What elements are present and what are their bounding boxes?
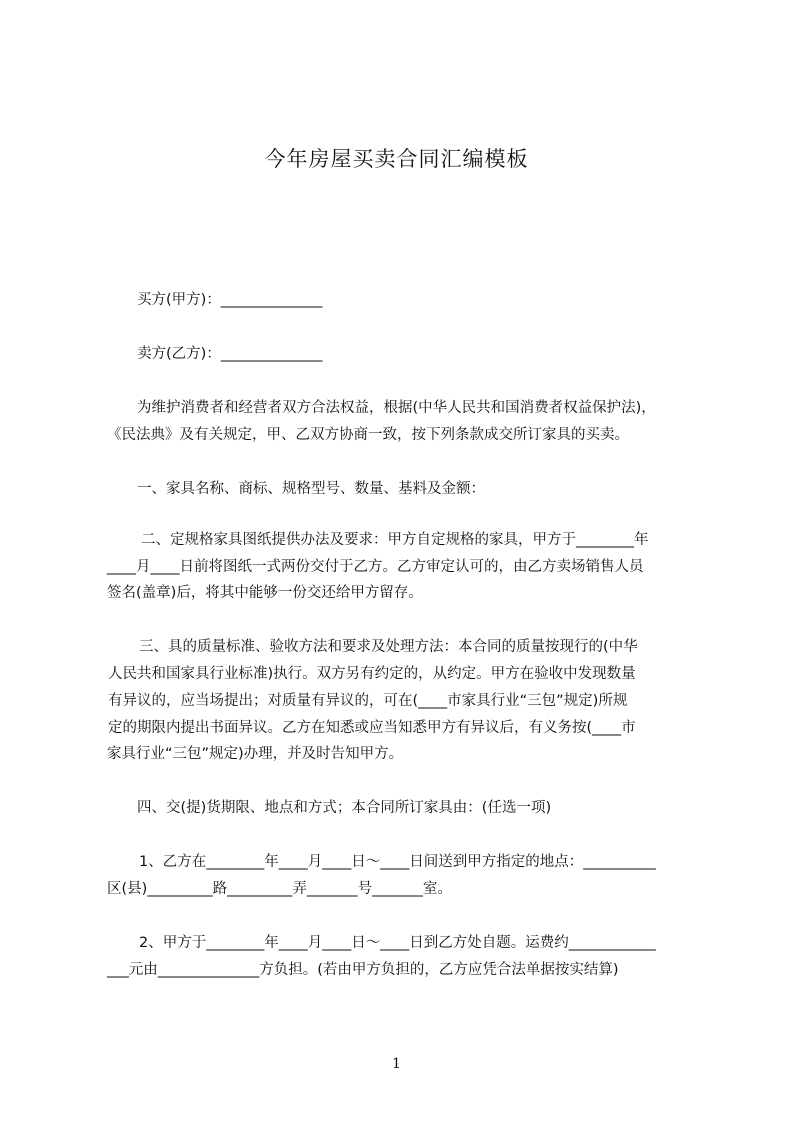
- section-2-line-1: 二、定规格家具图纸提供办法及要求：甲方自定规格的家具，甲方于________年: [141, 532, 649, 548]
- section-2-line-2: ____月____日前将图纸一式两份交付于乙方。乙方审定认可的，由乙方卖场销售人员: [107, 559, 644, 575]
- section-3-line-1: 三、具的质量标准、验收方法和要求及处理方法：本合同的质量按现行的(中华: [139, 639, 638, 655]
- intro-line-2: 《民法典》及有关规定，甲、乙双方协商一致，按下列条款成交所订家具的买卖。: [107, 427, 629, 443]
- document-title: 今年房屋买卖合同汇编模板: [264, 147, 529, 171]
- section-3-line-3: 有异议的，应当场提出；对质量有异议的，可在(____市家具行业“三包”规定)所规: [108, 693, 628, 709]
- buyer-line: 买方(甲方)：______________: [137, 292, 323, 308]
- section-3-line-4: 定的期限内提出书面异议。乙方在知悉或应当知悉甲方有异议后，有义务按(____市: [108, 720, 636, 736]
- page-number: 1: [392, 1056, 401, 1072]
- option-1-line-1: 1、乙方在________年____月____日～____日间送到甲方指定的地点：__________: [139, 854, 656, 870]
- section-1-heading: 一、家具名称、商标、规格型号、数量、基料及金额：: [137, 481, 485, 497]
- option-2-line-1: 2、甲方于________年____月____日～____日到乙方处自题。运费约____________: [139, 935, 656, 951]
- option-2-line-2: ___元由______________方负担。(若由甲方负担的，乙方应凭合法单据按实结算): [107, 962, 619, 978]
- section-2-line-3: 签名(盖章)后，将其中能够一份交还给甲方留存。: [107, 585, 423, 601]
- seller-line: 卖方(乙方)：______________: [137, 346, 323, 362]
- intro-line-1: 为维护消费者和经营者双方合法权益，根据(中华人民共和国消费者权益保护法)，: [137, 400, 656, 416]
- section-3-line-5: 家具行业“三包”规定)办理，并及时告知甲方。: [107, 746, 404, 762]
- section-4-heading: 四、交(提)货期限、地点和方式；本合同所订家具由：(任选一项): [137, 800, 552, 816]
- option-1-line-2: 区(县)_________路_________弄_______号_______室。: [107, 881, 452, 897]
- section-3-line-2: 人民共和国家具行业标准)执行。双方另有约定的，从约定。甲方在验收中发现数量: [108, 666, 636, 682]
